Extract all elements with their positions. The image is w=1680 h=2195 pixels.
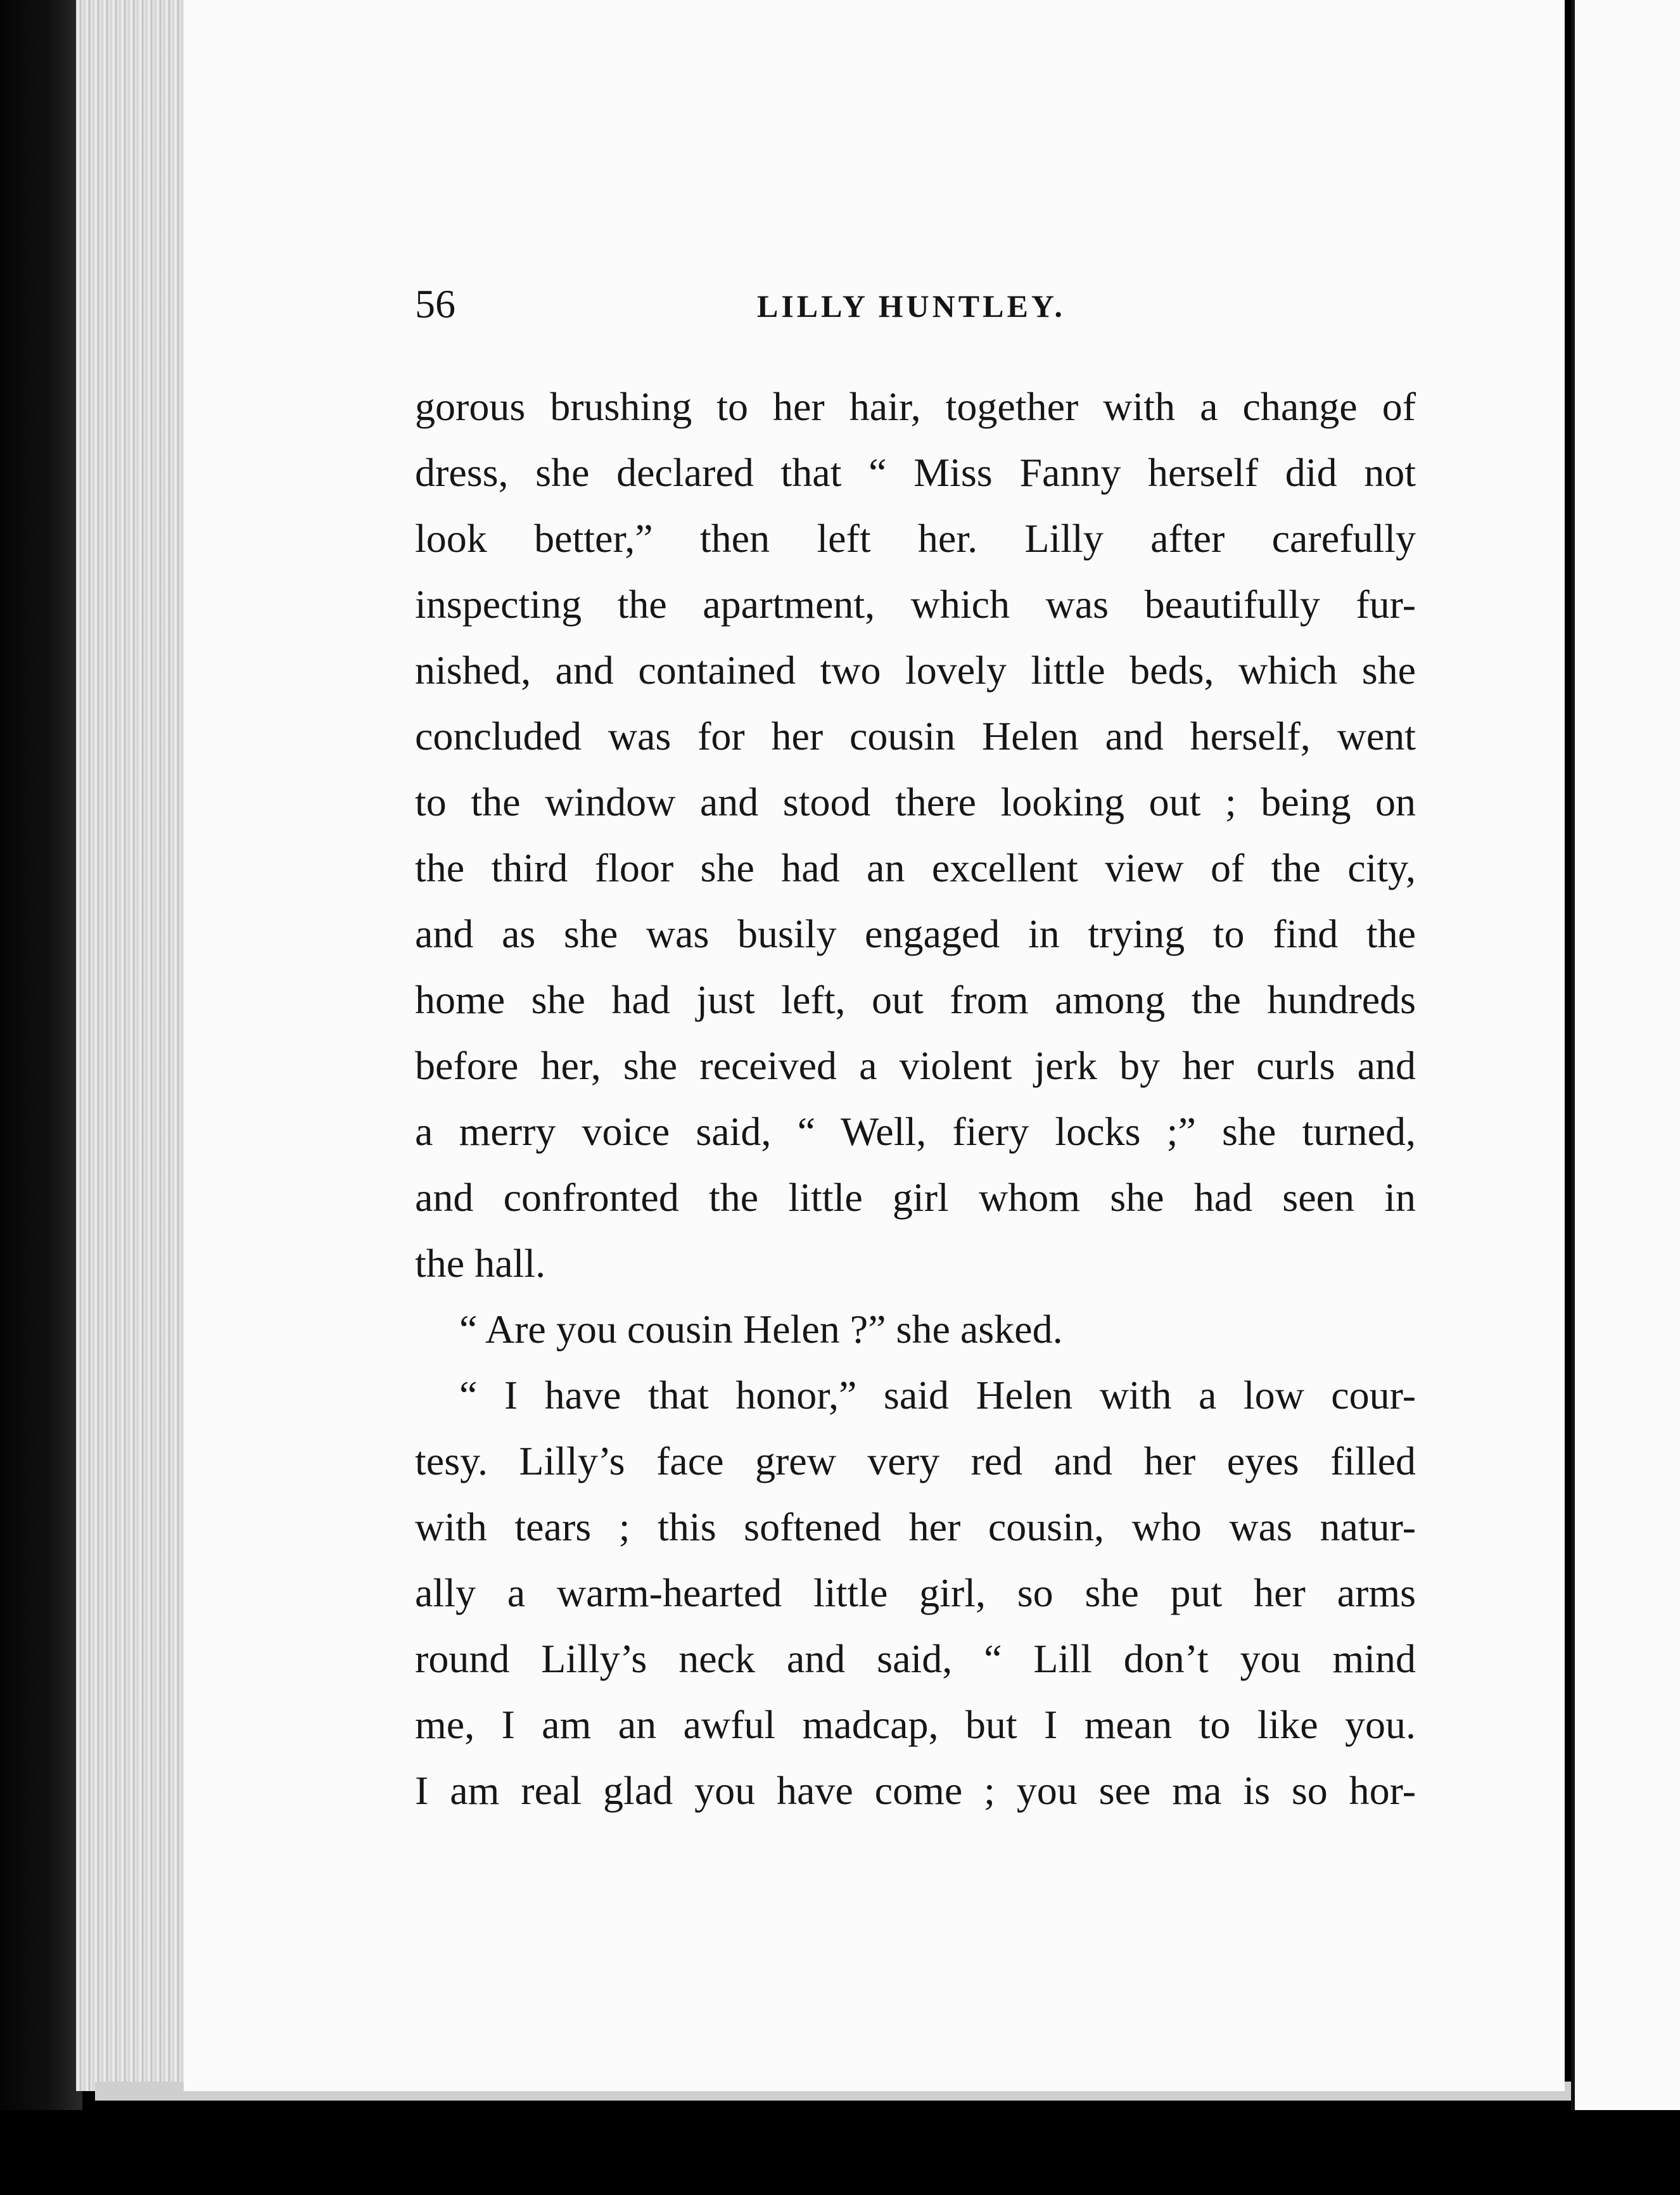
text-line: “ Are you cousin Helen ?” she asked. [459,1307,1063,1352]
page-edges [76,0,184,2091]
text-line: concluded was for her cousin Helen and herself, went [415,714,1416,758]
text-line: I am real glad you have come ; you see ma is so hor- [415,1768,1416,1813]
text-line: me, I am an awful madcap, but I mean to like you. [415,1702,1416,1747]
page-header [415,279,1416,330]
text-line: before her, she received a violent jerk by her curls and [415,1043,1416,1088]
text-line: gorous brushing to her hair, together with a change of [415,384,1416,429]
text-line: dress, she declared that “ Miss Fanny herself did not [415,450,1416,495]
text-line: the hall. [415,1241,546,1286]
text-line: a merry voice said, “ Well, fiery locks ;” she turned, [415,1109,1416,1154]
binding-shadow [0,0,82,2195]
text-line: tesy. Lilly’s face grew very red and her eyes filled [415,1438,1416,1483]
facing-page-sliver [1571,0,1680,2195]
page-body [415,374,1416,1824]
text-line: ally a warm-hearted little girl, so she put her arms [415,1570,1416,1615]
text-line: nished, and contained two lovely little beds, which she [415,648,1416,693]
running-title: LILLY HUNTLEY. [757,288,1066,324]
text-line: look better,” then left her. Lilly after carefully [415,516,1416,561]
text-line: “ I have that honor,” said Helen with a low cour- [459,1373,1416,1417]
text-line: inspecting the apartment, which was beautifully fur- [415,582,1416,627]
scan-bottom-border [0,2110,1680,2195]
text-line: with tears ; this softened her cousin, who was natur- [415,1504,1416,1549]
page-number: 56 [415,281,455,326]
text-line: home she had just left, out from among the hundreds [415,977,1416,1022]
text-line: round Lilly’s neck and said, “ Lill don’t you mind [415,1636,1416,1681]
text-line: the third floor she had an excellent view of the city, [415,845,1416,890]
text-line: and as she was busily engaged in trying to find the [415,911,1416,956]
text-line: to the window and stood there looking out ; being on [415,779,1416,824]
text-line: and confronted the little girl whom she had seen in [415,1175,1416,1220]
